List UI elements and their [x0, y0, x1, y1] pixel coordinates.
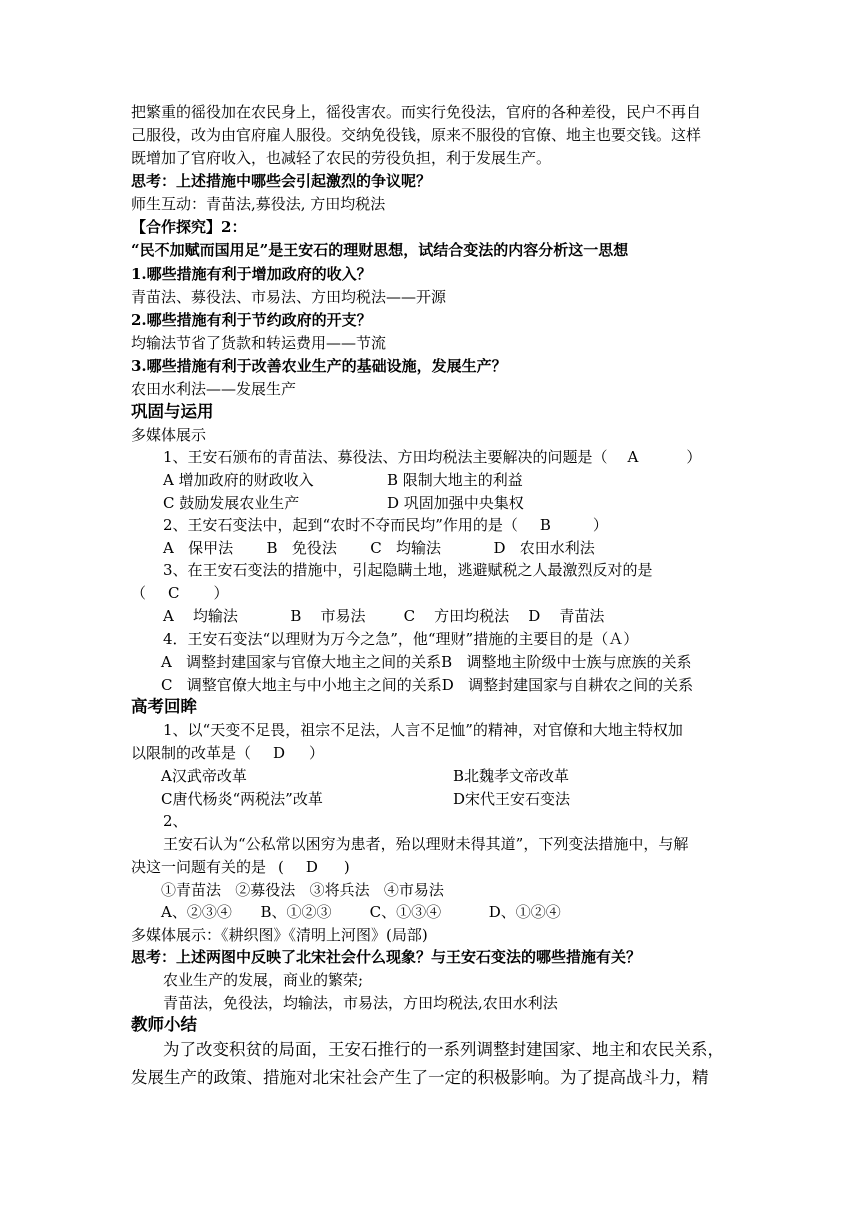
answer-line: 青苗法、募役法、市易法、方田均税法——开源	[131, 288, 447, 306]
option: C唐代杨炎“两税法”改革	[161, 790, 323, 808]
option: D宋代王安石变法	[453, 790, 571, 808]
option: A汉武帝改革	[161, 767, 247, 785]
option-row: A 保甲法 B 免役法 C 均输法 D 农田水利法	[163, 539, 595, 557]
answer-line: 农田水利法——发展生产	[131, 380, 297, 398]
option-row	[163, 469, 523, 491]
media-label: 多媒体展示：《耕织图》《清明上河图》(局部)	[131, 926, 428, 944]
question-heading: 1.哪些措施有利于增加政府的收入？	[131, 265, 372, 283]
paragraph-line: 既增加了官府收入，也减轻了农民的劳役负担，利于发展生产。	[131, 149, 552, 167]
option: D 巩固加强中央集权	[387, 494, 524, 512]
inquiry-prompt: “民不加赋而国用足”是王安石的理财思想，试结合变法的内容分析这一思想	[131, 241, 629, 259]
section-heading: 巩固与运用	[131, 402, 214, 421]
quiz-question: 1、王安石颁布的青苗法、募役法、方田均税法主要解决的问题是（ A ）	[163, 448, 702, 466]
question-heading: 3.哪些措施有利于改善农业生产的基础设施，发展生产？	[131, 357, 507, 375]
answer-letter: A	[627, 448, 639, 466]
question-number: 2、	[163, 812, 188, 830]
answer-letter: D	[273, 744, 286, 762]
option-row	[161, 765, 569, 787]
answer-line: 农业生产的发展，商业的繁荣;	[163, 971, 364, 989]
quiz-question-cont: 决这一问题有关的是 ( D )	[131, 858, 350, 876]
quiz-answer-line: （ C ）	[131, 584, 229, 602]
quiz-question: 3、在王安石变法的措施中，引起隐瞒土地，逃避赋税之人最激烈反对的是	[163, 561, 653, 579]
question-text: 2、王安石变法中，起到“农时不夺而民均”作用的是（	[163, 516, 518, 534]
quiz-question: 4．王安石变法“以理财为万今之急”，他“理财”措施的主要目的是（Ａ）	[163, 630, 639, 648]
option: B北魏孝文帝改革	[453, 767, 570, 785]
answer-letter: B	[539, 516, 551, 534]
think-question: 思考：上述两图中反映了北宋社会什么现象？与王安石变法的哪些措施有关？	[131, 948, 642, 966]
option: B 限制大地主的利益	[387, 471, 523, 489]
answer-line: 均输法节省了货款和转运费用——节流	[131, 334, 387, 352]
think-question: 思考：上述措施中哪些会引起激烈的争议呢？	[131, 172, 432, 190]
option: C 鼓励发展农业生产	[163, 494, 300, 512]
paragraph-line: 己服役，改为由官府雇人服役。交纳免役钱，原来不服役的官僚、地主也要交钱。这样	[131, 126, 702, 144]
section-heading: 教师小结	[131, 1015, 197, 1034]
question-text: 1、王安石颁布的青苗法、募役法、方田均税法主要解决的问题是（	[163, 448, 608, 466]
option-row	[163, 492, 524, 514]
paragraph-line: 把繁重的徭役加在农民身上，徭役害农。而实行免役法，官府的各种差役，民户不再自	[131, 103, 702, 121]
option-row: C 调整官僚大地主与中小地主之间的关系D 调整封建国家与自耕农之间的关系	[161, 676, 694, 694]
question-heading: 2.哪些措施有利于节约政府的开支？	[131, 311, 372, 329]
answer-letter: D	[305, 858, 318, 876]
summary-paragraph: 发展生产的政策、措施对北宋社会产生了一定的积极影响。为了提高战斗力，精	[131, 1068, 709, 1087]
option-row	[161, 788, 570, 810]
quiz-question-cont: 以限制的改革是（ D ）	[131, 744, 325, 762]
section-heading: 高考回眸	[131, 697, 197, 716]
interaction-line: 师生互动：青苗法,募役法, 方田均税法	[131, 195, 386, 213]
quiz-question: 2、王安石变法中，起到“农时不夺而民均”作用的是（ B ）	[163, 516, 608, 534]
answer-letter: C	[168, 584, 180, 602]
option-row: A 调整封建国家与官僚大地主之间的关系B 调整地主阶级中士族与庶族的关系	[161, 653, 692, 671]
option-row: A 均输法 B 市易法 C 方田均税法 D 青苗法	[163, 607, 605, 625]
option-row: ①青苗法 ②募役法 ③将兵法 ④市易法	[161, 881, 444, 899]
option-row: A、②③④ B、①②③ C、①③④ D、①②④	[161, 903, 561, 921]
section-heading: 【合作探究】2：	[131, 218, 247, 236]
quiz-question: 王安石认为“公私常以困穷为患者，殆以理财未得其道”，下列变法措施中，与解	[163, 835, 689, 853]
quiz-question: 1、以“天变不足畏，祖宗不足法，人言不足恤”的精神，对官僚和大地主特权加	[163, 721, 683, 739]
summary-paragraph: 为了改变积贫的局面，王安石推行的一系列调整封建国家、地主和农民关系，	[163, 1040, 724, 1059]
answer-line: 青苗法，免役法，均输法，市易法，方田均税法,农田水利法	[163, 994, 558, 1012]
option: A 增加政府的财政收入	[163, 471, 314, 489]
media-label: 多媒体展示	[131, 426, 207, 444]
